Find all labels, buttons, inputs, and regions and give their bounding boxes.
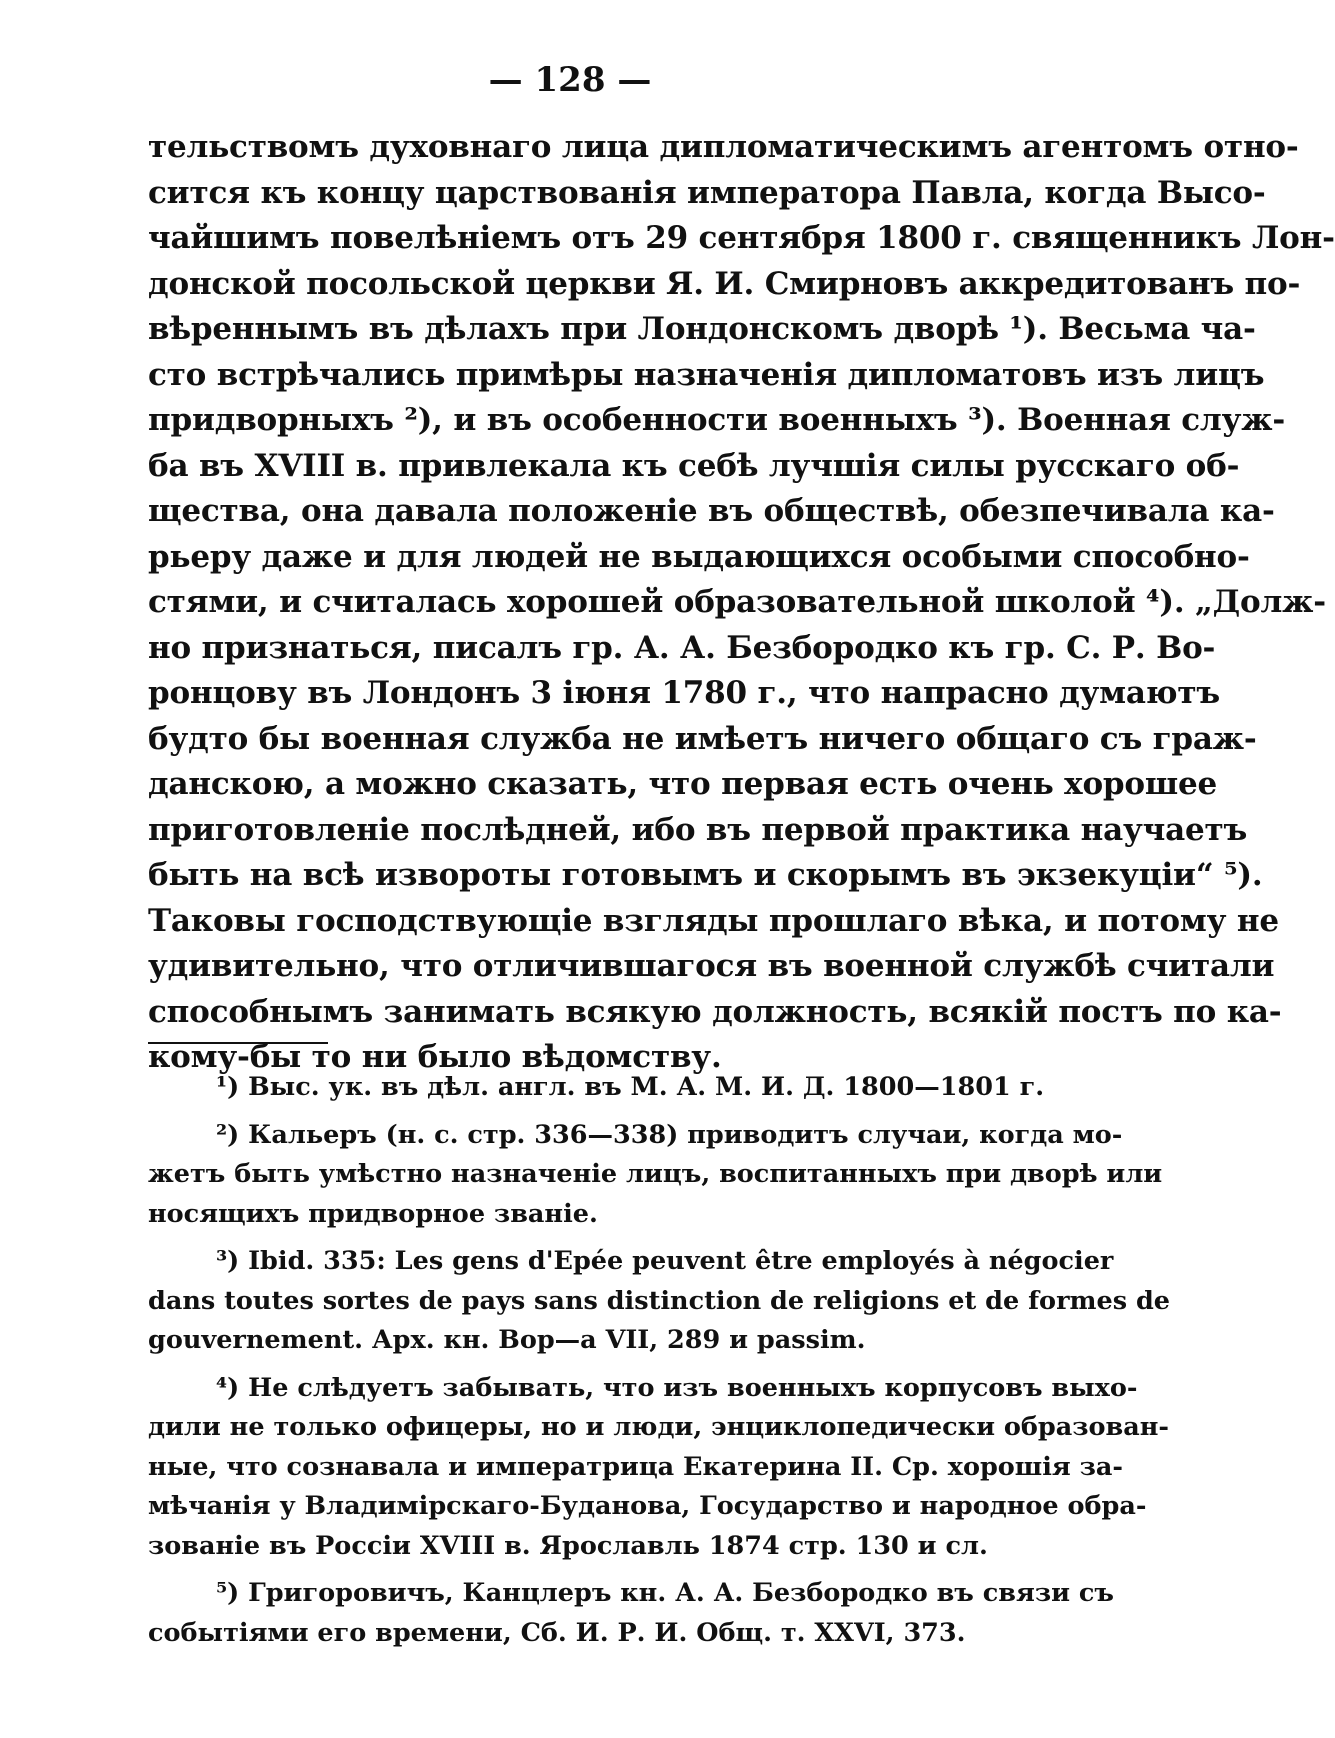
footnote-text: жетъ быть умѣстно назначеніе лицъ, воспитанныхъ при дворѣ или [148, 1159, 1163, 1189]
text-line: способнымъ занимать всякую должность, всякій постъ по ка- [148, 993, 1282, 1030]
text-line: рьеру даже и для людей не выдающихся особыми способно- [148, 538, 1250, 575]
page-number: — 128 — [488, 60, 652, 100]
footnote-marker: ⁴) [216, 1372, 240, 1403]
footnote-line [148, 1195, 1070, 1235]
footnote [148, 1574, 1114, 1653]
main-text [148, 125, 1335, 1081]
text-line: чайшимъ повелѣніемъ отъ 29 сентября 1800 г. священникъ Лон- [148, 220, 1335, 256]
text-line: придворныхъ ²), и въ особенности военныхъ ³). Военная служ- [148, 402, 1286, 438]
footnote-text: Ibid. 335: Les gens d'Epée peuvent être employés à négocier [248, 1246, 1114, 1276]
footnote-line [148, 1614, 1070, 1654]
footnote [148, 1242, 1170, 1361]
text-line: стями, и считалась хорошей образовательной школой ⁴). „Долж- [148, 584, 1326, 620]
text-line: Таковы господствующіе взгляды прошлаго вѣка, и потому не [148, 902, 1279, 939]
footnote-text: дили не только офицеры, но и люди, энциклопедически образован- [148, 1412, 1170, 1442]
text-line: кому-бы то ни было вѣдомству. [148, 1039, 722, 1075]
text-line: ба въ XVIII в. привлекала къ себѣ лучшія силы русскаго об- [148, 447, 1240, 484]
text-line: ронцову въ Лондонъ 3 іюня 1780 г., что напрасно думаютъ [148, 675, 1220, 711]
footnote-line [148, 1321, 1070, 1361]
footnote-line [148, 1448, 1123, 1488]
footnote-text: носящихъ придворное званіе. [148, 1198, 598, 1229]
text-line: но признаться, писалъ гр. А. А. Безбородко къ гр. С. Р. Во- [148, 629, 1216, 666]
footnote-marker: ¹) [216, 1072, 240, 1102]
text-line: данскою, а можно сказать, что первая есть очень хорошее [148, 766, 1218, 802]
footnote-line [148, 1242, 1114, 1282]
text-line: щества, она давала положеніе въ обществѣ, обезпечивала ка- [148, 493, 1275, 529]
footnote-text: dans toutes sortes de pays sans distinction de religions et de formes de [148, 1285, 1170, 1316]
text-line: будто бы военная служба не имѣетъ ничего общаго съ граж- [148, 720, 1257, 757]
text-line: донской посольской церкви Я. И. Смирновъ аккредитованъ по- [148, 265, 1301, 302]
footnote-line [148, 1574, 1114, 1614]
footnote-text: gouvernement. Арх. кн. Вор—а VII, 289 и passim. [148, 1325, 866, 1355]
footnote-marker: ²) [216, 1119, 240, 1150]
footnote-text: Не слѣдуетъ забывать, что изъ военныхъ корпусовъ выхо- [248, 1372, 1138, 1403]
footnote-text: событіями его времени, Сб. И. Р. И. Общ. т. XXVI, 373. [148, 1617, 966, 1648]
footnote-text: Выс. ук. въ дѣл. англ. въ М. А. М. И. Д. 1800—1801 г. [248, 1072, 1045, 1102]
footnotes [148, 1068, 1170, 1661]
text-line: сто встрѣчались примѣры назначенія дипломатовъ изъ лицъ [148, 356, 1265, 393]
footnote-text: ные, что сознавала и императрица Екатерина II. Ср. хорошія за- [148, 1451, 1123, 1482]
footnote-line [148, 1408, 1170, 1448]
text-line: тельствомъ духовнаго лица дипломатическимъ агентомъ отно- [148, 129, 1299, 165]
footnote-line [148, 1369, 1138, 1409]
text-line: сится къ концу царствованія императора Павла, когда Высо- [148, 174, 1266, 211]
text-line: вѣреннымъ въ дѣлахъ при Лондонскомъ дворѣ ¹). Весьма ча- [148, 311, 1256, 347]
footnote-text: мѣчанія у Владимірскаго-Буданова, Государство и народное обра- [148, 1491, 1147, 1521]
text-line: удивительно, что отличившагося въ военной службѣ считали [148, 948, 1275, 984]
text-line: быть на всѣ извороты готовымъ и скорымъ въ экзекуціи“ ⁵). [148, 857, 1263, 893]
footnote-text: Кальеръ (н. с. стр. 336—338) приводитъ случаи, когда мо- [248, 1119, 1123, 1150]
footnote-line [148, 1282, 1170, 1322]
footnote-line [148, 1487, 1147, 1527]
footnote-line [148, 1527, 1070, 1567]
footnote-text: Григоровичъ, Канцлеръ кн. А. А. Безбородко въ связи съ [248, 1578, 1114, 1608]
footnote-line [148, 1155, 1163, 1195]
footnote [148, 1068, 1070, 1108]
footnote-line [148, 1068, 1070, 1108]
footnote-line [148, 1116, 1123, 1156]
footnote-divider [148, 1042, 328, 1044]
footnote [148, 1116, 1163, 1235]
footnote-marker: ⁵) [216, 1578, 240, 1608]
text-line: приготовленіе послѣдней, ибо въ первой практика научаетъ [148, 811, 1248, 848]
footnote [148, 1369, 1170, 1567]
footnote-marker: ³) [216, 1246, 240, 1276]
footnote-text: зованіе въ Россіи XVIII в. Ярославль 1874 стр. 130 и сл. [148, 1530, 988, 1561]
